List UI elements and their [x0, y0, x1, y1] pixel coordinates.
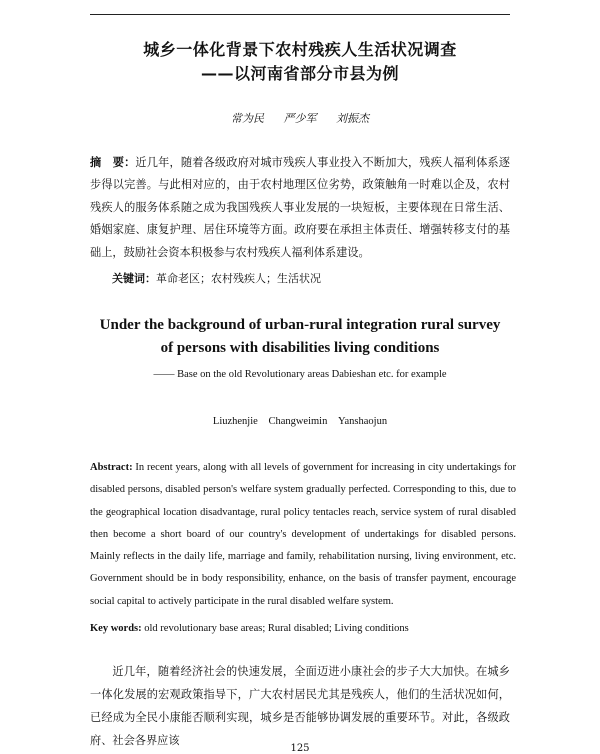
title-cn-line1: 城乡一体化背景下农村残疾人生活状况调查	[143, 40, 457, 59]
author-en-1: Liuzhenjie	[212, 416, 258, 427]
body-paragraph-cn: 近几年，随着经济社会的快速发展，全面迈进小康社会的步子大大加快。在城乡一体化发展的宏观政策指导下，广大农村居民尤其是残疾人，他们的生活状况如何，已经成为全民小康能否顺利实现，城乡是否能够协调发展的重要环节。对此，各级政府、社会各界应该	[90, 665, 510, 747]
authors-en	[0, 416, 600, 427]
keywords-cn-text: 革命老区；农村残疾人；生活状况	[156, 272, 321, 285]
subtitle-en: —— Base on the old Revolutionary areas Dabieshan etc. for example	[153, 369, 447, 380]
author-cn-1: 常为民	[231, 112, 264, 125]
abstract-cn	[90, 151, 510, 264]
abstract-en-label: Abstract:	[90, 462, 133, 473]
author-cn-3: 刘振杰	[336, 112, 369, 125]
author-en-3: Yanshaojun	[337, 416, 388, 427]
abstract-en-text: In recent years, along with all levels of government for increasing in city undertakings for disabled persons, disabled person's welfare system gradually perfected. Corresponding to this, due to the geographical location disadvantage, rural policy tentacles reach, service system of rural disabled then become a short board of our country's development of undertakings for disabled persons. Mainly reflects in the daily life, marriage and family, rehabilitation nursing, living environment, etc. Government should be in body responsibility, enhance, on the basis of transfer payment, encourage social capital to actively participate in the rural disabled welfare system.	[90, 462, 516, 607]
abstract-cn-label: 摘 要：	[90, 155, 136, 169]
keywords-cn	[112, 270, 321, 286]
title-cn-line2: ——以河南省部分市县为例	[200, 64, 399, 83]
keywords-en-text: old revolutionary base areas; Rural disabled; Living conditions	[141, 623, 409, 634]
keywords-en	[90, 623, 409, 634]
title-en-line1: Under the background of urban-rural integration rural survey	[99, 317, 501, 333]
abstract-en	[90, 457, 516, 613]
keywords-en-label: Key words:	[90, 623, 142, 634]
authors-cn	[0, 110, 600, 126]
author-en-2: Changweimin	[268, 416, 328, 427]
header-rule	[90, 14, 510, 15]
keywords-cn-label: 关键词：	[112, 272, 156, 285]
author-cn-2: 严少军	[283, 112, 317, 125]
title-en-line2: of persons with disabilities living conditions	[160, 340, 440, 356]
page-number: 125	[290, 743, 310, 754]
abstract-cn-text: 近几年，随着各级政府对城市残疾人事业投入不断加大，残疾人福利体系逐步得以完善。与此相对应的，由于农村地理区位劣势，政策触角一时难以企及，农村残疾人的服务体系随之成为我国残疾人事业发展的一块短板，主要体现在日常生活、婚姻家庭、康复护理、居住环境等方面。政府要在承担主体责任、增强转移支付的基础上，鼓励社会资本积极参与农村残疾人福利体系建设。	[90, 156, 510, 259]
